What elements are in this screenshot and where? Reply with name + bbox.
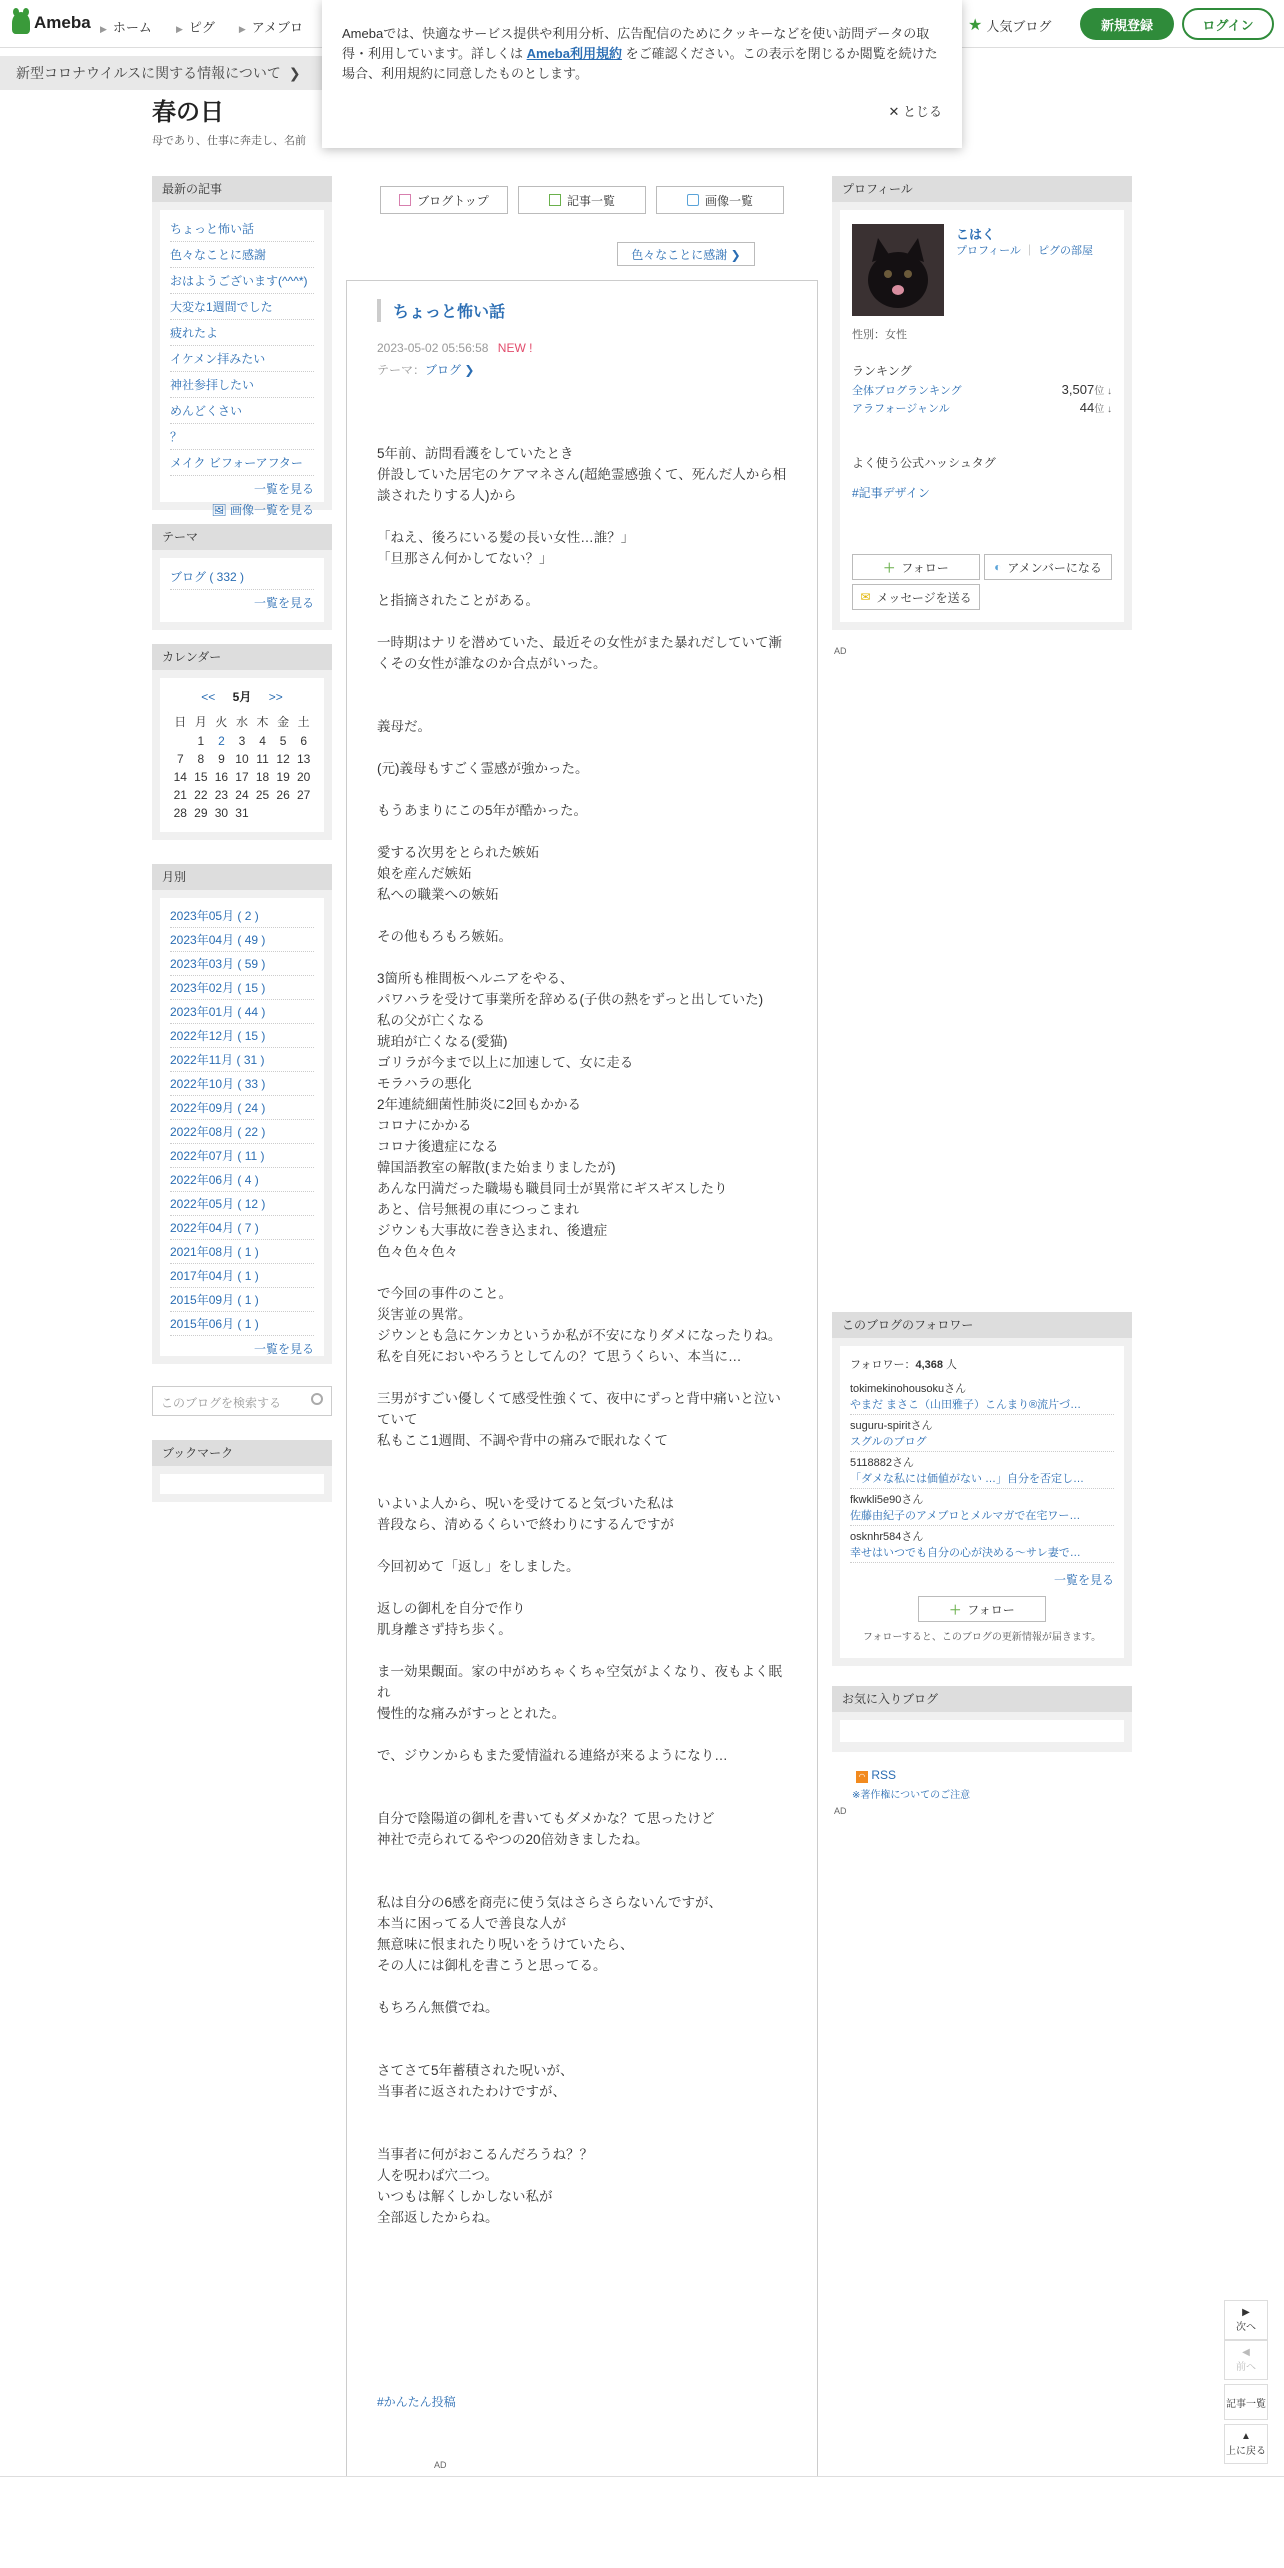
archive-more-link[interactable]: 一覧を見る	[253, 1342, 314, 1356]
article-list-button[interactable]: 記事一覧	[1224, 2384, 1268, 2420]
archive-month-item[interactable]: 2021年08月 ( 1 )	[170, 1240, 314, 1264]
follow-button[interactable]: ＋ フォロー	[852, 554, 980, 580]
copyright-notice-link[interactable]: ※著作権についてのご注意	[852, 1790, 971, 1801]
triangle-icon: ▶	[100, 24, 107, 34]
pigg-room-link[interactable]: ピグの部屋	[1038, 245, 1094, 257]
archive-month-item[interactable]: 2022年10月 ( 33 )	[170, 1072, 314, 1096]
recent-post-item[interactable]: めんどくさい	[170, 398, 314, 424]
calendar-week: 14 15 16 17 18 19 20	[173, 770, 311, 784]
monthly-archive-list	[170, 904, 314, 1336]
theme-more-link[interactable]: 一覧を見る	[253, 596, 314, 610]
rss-link[interactable]: ◠ RSS	[856, 1768, 896, 1783]
nav-home[interactable]: ▶ ホーム	[100, 20, 152, 35]
plus-icon: ＋	[883, 560, 896, 575]
follower-item: 5118882さん 「ダメな私には価値がない …」自分を否定し…	[850, 1452, 1114, 1489]
archive-month-item[interactable]: 2022年05月 ( 12 )	[170, 1192, 314, 1216]
monthly-archive-box	[152, 864, 332, 1364]
recent-post-item[interactable]: メイク ビフォーアフター	[170, 450, 314, 476]
crown-icon: ★	[968, 17, 983, 34]
image-icon: 🖼	[211, 503, 227, 517]
followers-count: フォロワー：4,368 人	[850, 1359, 958, 1371]
covid-info-link[interactable]: 新型コロナウイルスに関する情報について ❯	[0, 56, 330, 90]
followers-box	[832, 1312, 1132, 1666]
next-article-button[interactable]: ▶ 次へ	[1224, 2300, 1268, 2340]
triangle-icon: ▶	[238, 24, 246, 34]
follower-blog-link[interactable]: 幸せはいつでも自分の心が決める〜サレ妻で…	[850, 1547, 1081, 1559]
favorite-blogs-box	[832, 1686, 1132, 1752]
nav-pigg[interactable]: ▶ ピグ	[175, 20, 215, 35]
global-nav	[100, 17, 303, 36]
archive-month-item[interactable]: 2022年12月 ( 15 )	[170, 1024, 314, 1048]
profile-links: プロフィール ｜ ピグの部屋	[956, 245, 1094, 257]
camera-icon	[687, 194, 699, 206]
follower-blog-link[interactable]: やまだ まさこ（山田雅子）こんまり®流片づ…	[850, 1399, 1082, 1411]
ad-label: AD	[434, 2460, 447, 2470]
archive-month-item[interactable]: 2022年08月 ( 22 )	[170, 1120, 314, 1144]
calendar-week: 1 2 3 4 5 6	[197, 734, 308, 748]
monthly-archive-heading: 月別	[152, 864, 332, 890]
favorite-blogs-heading: お気に入りブログ	[832, 1686, 1132, 1712]
cookie-close-button[interactable]: ✕ とじる	[888, 104, 942, 119]
cookie-banner: Amebaでは、快適なサービス提供や利用分析、広告配信のためにクッキーなどを使い訪問データの取得・利用しています。詳しくは Ameba利用規約 をご確認ください。この表示を閉じるか閲覧を続けた場合、利用規約に同意したものとします。 ✕ とじる	[322, 0, 962, 148]
recent-post-item[interactable]: ちょっと怖い話	[170, 216, 314, 242]
followers-more-link[interactable]: 一覧を見る	[1053, 1573, 1114, 1587]
ad-label: AD	[834, 1806, 847, 1816]
archive-month-item[interactable]: 2022年11月 ( 31 )	[170, 1048, 314, 1072]
calendar-box	[152, 644, 332, 840]
archive-month-item[interactable]: 2022年09月 ( 24 )	[170, 1096, 314, 1120]
ranking-overall: 全体ブログランキング 3,507位 ↓	[852, 382, 1112, 397]
calendar-month: 5月	[232, 690, 252, 704]
rss-icon: ◠	[856, 1771, 868, 1783]
ameba-logo[interactable]: Ameba	[12, 12, 91, 34]
followers-heading: このブログのフォロワー	[832, 1312, 1132, 1338]
ranking-genre-link[interactable]: アラフォージャンル	[852, 403, 950, 415]
follow-button-2[interactable]: ＋ フォロー	[918, 1596, 1046, 1622]
tab-article-list[interactable]: 記事一覧	[518, 186, 646, 214]
calendar-heading: カレンダー	[152, 644, 332, 670]
nav-ameblo[interactable]: ▶ アメブロ	[238, 20, 304, 35]
recent-post-item[interactable]: おはようございます(^^^*)	[170, 268, 314, 294]
archive-month-item[interactable]: 2023年05月 ( 2 )	[170, 904, 314, 928]
plus-icon: ＋	[949, 1602, 962, 1617]
triangle-icon: ▶	[175, 24, 183, 34]
article-theme-link[interactable]: ブログ	[425, 363, 462, 377]
next-article-chip[interactable]: 色々なことに感謝 ❯	[617, 242, 755, 266]
archive-month-item[interactable]: 2015年09月 ( 1 )	[170, 1288, 314, 1312]
prev-article-button[interactable]: ◀ 前へ	[1224, 2340, 1268, 2380]
member-icon: ◐	[994, 560, 1002, 574]
profile-heading: プロフィール	[832, 176, 1132, 202]
ranking-label: ランキング	[852, 364, 912, 378]
terms-link[interactable]: Ameba利用規約	[526, 46, 622, 61]
recent-post-item[interactable]: 色々なことに感謝	[170, 242, 314, 268]
article-theme: テーマ：ブログ ❯	[377, 363, 475, 377]
close-icon: ✕	[888, 104, 903, 119]
profile-avatar[interactable]	[852, 224, 944, 316]
ad-label: AD	[834, 646, 847, 656]
profile-link[interactable]: プロフィール	[956, 245, 1021, 257]
footer	[0, 2476, 1284, 2568]
article-title[interactable]: ちょっと怖い話	[377, 299, 505, 322]
calendar-day-link[interactable]: 2	[218, 734, 225, 748]
theme-item[interactable]: ブログ ( 332 )	[170, 564, 314, 590]
cat-photo-icon	[852, 224, 944, 316]
play-icon: ▶	[1242, 2307, 1250, 2318]
ranking-overall-link[interactable]: 全体ブログランキング	[852, 385, 962, 397]
ranking-genre: アラフォージャンル 44位 ↓	[852, 400, 1112, 415]
recent-post-item[interactable]: イケメン拝みたい	[170, 346, 314, 372]
mail-icon: ✉	[860, 590, 871, 604]
archive-month-item[interactable]: 2022年06月 ( 4 )	[170, 1168, 314, 1192]
blog-search-input[interactable]: このブログを検索する	[152, 1386, 332, 1416]
article-date: 2023-05-02 05:56:58	[377, 341, 489, 355]
calendar-next[interactable]: >>	[268, 690, 283, 704]
back-to-top-button[interactable]: ▲ 上に戻る	[1224, 2424, 1268, 2464]
recent-post-item[interactable]: 大変な1週間でした	[170, 294, 314, 320]
official-hashtag[interactable]: #記事デザイン	[852, 486, 930, 500]
follower-item: osknhr584さん 幸せはいつでも自分の心が決める〜サレ妻で…	[850, 1526, 1114, 1563]
theme-box	[152, 524, 332, 630]
archive-month-item[interactable]: 2023年02月 ( 15 )	[170, 976, 314, 1000]
archive-month-item[interactable]: 2015年06月 ( 1 )	[170, 1312, 314, 1336]
calendar-table	[170, 711, 314, 822]
document-icon	[549, 194, 561, 206]
archive-month-item[interactable]: 2023年04月 ( 49 )	[170, 928, 314, 952]
article-meta	[377, 341, 532, 355]
follow-note: フォローすると、このブログの更新情報が届きます。	[862, 1632, 1102, 1643]
follower-item: tokimekinohousokuさん やまだ まさこ（山田雅子）こんまり®流片づ…	[850, 1378, 1114, 1415]
new-badge: NEW !	[497, 341, 533, 355]
register-button[interactable]: 新規登録	[1080, 8, 1174, 40]
calendar-week: 21 22 23 24 25 26 27	[173, 788, 311, 802]
follower-blog-link[interactable]: 佐藤由紀子のアメブロとメルマガで在宅ワー…	[850, 1510, 1081, 1522]
calendar-nav	[170, 688, 314, 705]
amember-button[interactable]: ◐ アメンバーになる	[984, 554, 1112, 580]
arrow-up-icon: ▲	[1241, 2431, 1251, 2442]
ameba-logo-icon	[12, 12, 30, 34]
hashtag-label: よく使う公式ハッシュタグ	[852, 456, 996, 470]
calendar-week: 7 8 9 10 11 12 13	[176, 752, 311, 766]
back-icon: ◀	[1242, 2347, 1250, 2358]
theme-heading: テーマ	[152, 524, 332, 550]
recent-post-item[interactable]: 疲れたよ	[170, 320, 314, 346]
recent-posts-box	[152, 176, 332, 517]
bookmark-heading: ブックマーク	[152, 1440, 332, 1466]
chevron-right-icon: ❯	[288, 64, 301, 81]
archive-month-item[interactable]: 2023年01月 ( 44 )	[170, 1000, 314, 1024]
chevron-right-icon: ❯	[461, 363, 475, 377]
bookmark-box	[152, 1440, 332, 1502]
calendar-weekdays: 日 月 火 水 木 金 土	[174, 715, 310, 729]
follower-item: suguru-spiritさん スグルのブログ	[850, 1415, 1114, 1452]
profile-name[interactable]: こはく	[956, 227, 996, 242]
popular-blog-link[interactable]: ★ 人気ブログ	[968, 17, 1052, 34]
image-list-link[interactable]: 🖼 画像一覧を見る	[211, 503, 314, 517]
calendar-prev[interactable]: <<	[201, 690, 216, 704]
recent-post-item[interactable]: 神社参拝したい	[170, 372, 314, 398]
blog-description: 母であり、仕事に奔走し、名前	[152, 135, 306, 147]
blog-title[interactable]: 春の日	[152, 99, 224, 126]
home-icon	[399, 194, 411, 206]
tab-blog-top[interactable]: ブログトップ	[380, 186, 508, 214]
search-icon	[311, 1393, 323, 1405]
recent-more-link[interactable]: 一覧を見る	[253, 482, 314, 496]
recent-post-item[interactable]: ？	[170, 424, 314, 450]
follower-item: fkwkli5e90さん 佐藤由紀子のアメブロとメルマガで在宅ワー…	[850, 1489, 1114, 1526]
message-button[interactable]: ✉ メッセージを送る	[852, 584, 980, 610]
article-hashtag[interactable]: #かんたん投稿	[377, 2395, 456, 2409]
follower-blog-link[interactable]: 「ダメな私には価値がない …」自分を否定し…	[850, 1473, 1085, 1485]
recent-posts-list	[170, 216, 314, 476]
archive-month-item[interactable]: 2023年03月 ( 59 )	[170, 952, 314, 976]
archive-month-item[interactable]: 2022年07月 ( 11 )	[170, 1144, 314, 1168]
follower-blog-link[interactable]: スグルのブログ	[850, 1436, 927, 1448]
profile-gender: 性別：女性	[852, 329, 907, 341]
recent-posts-heading: 最新の記事	[152, 176, 332, 202]
article	[346, 280, 818, 2568]
archive-month-item[interactable]: 2022年04月 ( 7 )	[170, 1216, 314, 1240]
login-button[interactable]: ログイン	[1182, 8, 1274, 40]
archive-month-item[interactable]: 2017年04月 ( 1 )	[170, 1264, 314, 1288]
calendar-week: 28 29 30 31	[173, 806, 249, 820]
tab-image-list[interactable]: 画像一覧	[656, 186, 784, 214]
article-body: 5年前、訪問看護をしていたとき 併設していた居宅のケアマネさん(超絶霊感強くて、死んだ人から相談されたりする人)から 「ねえ、後ろにいる髪の長い女性…誰？」 「旦那さん何かしてない？」 と指摘されたことがある。 一時期はナリを潜めていた、最近その女性がまた暴れだしていて漸くその女性が誰なのか合点がいった。 義母だ。 (元)義母もすごく霊感が強かった。 もうあまりにこの5年が酷かった。 愛する次男をとられた嫉妬 娘を産んだ嫉妬 私への職業への嫉妬 その他もろもろ嫉妬。 3箇所も椎間板ヘルニアをやる、 パワハラを受けて事業所を辞める(子供の熱をずっと出していた) 私の父が亡くなる 琥珀が亡くなる(愛猫) ゴリラが今まで以上に加速して、女に走る モラハラの悪化 2年連続細菌性肺炎に2回もかかる コロナにかかる コロナ後遺症になる 韓国語教室の解散(また始まりましたが) あんな円満だった職場も職員同士が異常にギスギスしたり あと、信号無視の車につっこまれ ジウンも大事故に巻き込まれ、後遺症 色々色々色々 で今回の事件のこと。 災害並の異常。 ジウンとも急にケンカというか私が不安になりダメになったりね。 私を自死においやろうとしてんの？て思うくらい、本当に… 三男がすごい優しくて感受性強くて、夜中にずっと背中痛いと泣いていて 私もここ1週間、不調や背中の痛みで眠れなくて いよいよ人から、呪いを受けてると気づいた私は 普段なら、清めるくらいで終わりにするんですが 今回初めて「返し」をしました。 返しの御札を自分で作り 肌身離さず持ち歩く。 ま一効果覿面。家の中がめちゃくちゃ空気がよくなり、夜もよく眠れ 慢性的な痛みがすっととれた。 で、ジウンからもまた愛情溢れる連絡が来るようになり… 自分で陰陽道の御札を書いてもダメかな？て思ったけど 神社で売られてるやつの20倍効きましたね。 私は自分の6感を商売に使う気はさらさらないんですが、 本当に困ってる人で善良な人が 無意味に恨まれたり呪いをうけていたら、 その人には御札を書こうと思ってる。 もちろん無償でね。 さてさて5年蓄積された呪いが、 当事者に返されたわけですが、 当事者に何がおこるんだろうね？？ 人を呪わば穴二つ。 いつもは解くしかしない私が 全部返したからね。	[377, 446, 787, 2225]
